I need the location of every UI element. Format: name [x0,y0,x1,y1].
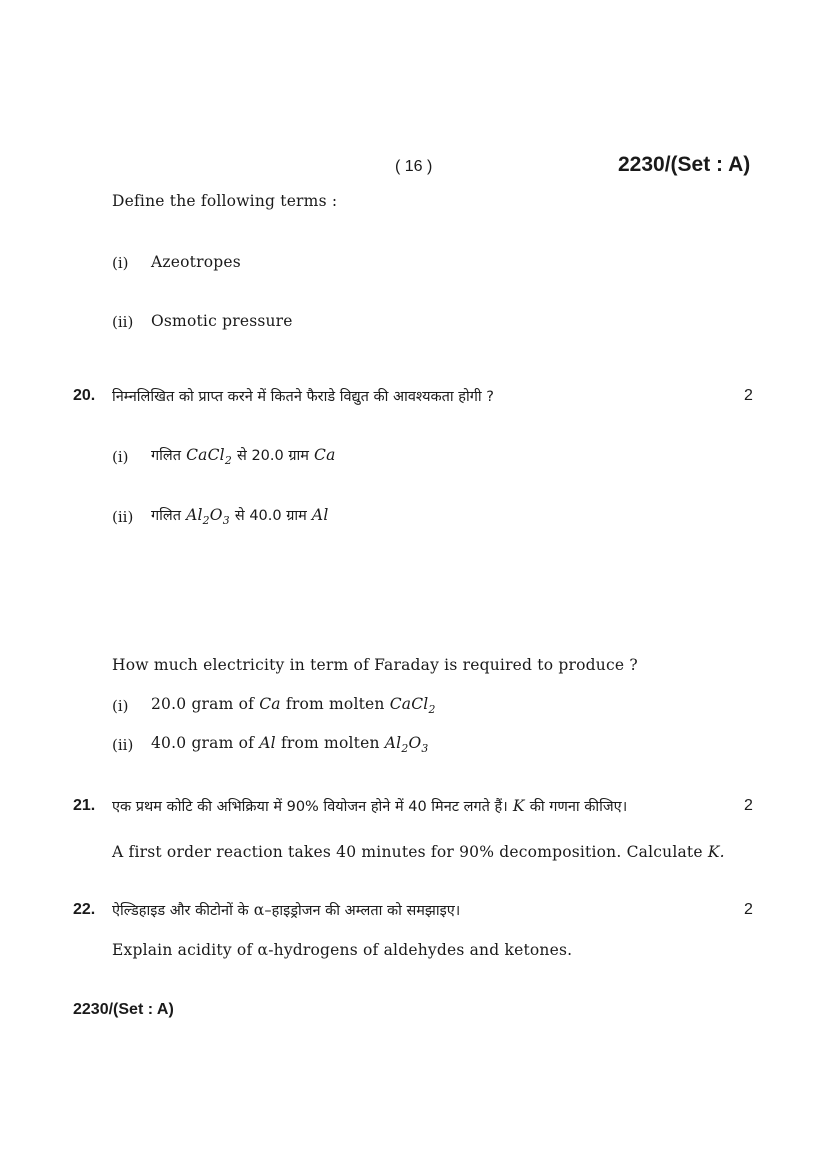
q20-english-prompt: How much electricity in term of Faraday is required to produce ? [112,656,638,674]
q21-number: 21. [73,797,96,814]
q22-hindi: ऐल्डिहाइड और कीटोनों के α–हाइड्रोजन की अम्लता को समझाइए। [112,901,461,919]
q20-hi1-prefix: गलित [151,448,182,464]
q19-item-1-label: (i) [112,254,129,272]
q20-number: 20. [73,387,96,404]
q20-en2-element: Al [259,734,276,752]
q21-english: A first order reaction takes 40 minutes for 90% decomposition. Calculate K. [112,843,725,861]
q22-number: 22. [73,901,96,918]
q20-hi2-mid: से 40.0 ग्राम [234,508,307,524]
q21-hindi-var: K [512,797,525,815]
q20-en1-compound: CaCl$_2$ [389,695,436,716]
q20-en2-compound: $Al_2O_3$ [384,734,429,755]
q20-hi1-compound: CaCl$_2$ [186,446,232,467]
q20-hi2-compound: $Al_2O_3$ [186,506,230,527]
q20-hindi-prompt: निम्नलिखित को प्राप्त करने में कितने फैराडे विद्युत की आवश्यकता होगी ? [112,389,494,405]
q19-item-2-text: Osmotic pressure [151,312,293,330]
q20-hi1-mid: से 20.0 ग्राम [237,448,309,464]
q20-hi2-element: Al [311,506,329,524]
q20-hindi-item-2 [151,505,328,527]
q21-marks: 2 [744,797,753,814]
q20-en-item-1: 20.0 gram of Ca from molten CaCl$_2$ [151,695,436,716]
paper-code-header: 2230/(Set : A) [618,153,751,176]
q20-en-item-2-label: (ii) [112,736,134,754]
paper-code-footer: 2230/(Set : A) [73,1001,174,1018]
q22-marks: 2 [744,901,753,918]
q20-hindi-item-1 [151,445,336,467]
q19-english-prompt: Define the following terms : [112,192,338,210]
q20-hindi-item-1-label: (i) [112,448,129,466]
page-number: ( 16 ) [395,158,433,175]
q22-alpha-symbol: α [253,901,265,919]
q20-hindi-item-2-label: (ii) [112,508,134,526]
q20-hi2-prefix: गलित [151,508,182,524]
q19-item-1-text: Azeotropes [151,253,241,271]
q20-en-item-2: 40.0 gram of Al from molten $Al_2O_3$ [151,734,429,755]
q19-item-2-label: (ii) [112,313,134,331]
q20-en1-element: Ca [259,695,281,713]
q21-hindi: एक प्रथम कोटि की अभिक्रिया में 90% वियोजन होने में 40 मिनट लगते हैं। K की गणना कीजिए। [112,797,628,815]
q20-hi1-element: Ca [314,446,336,464]
q20-marks: 2 [744,387,753,404]
q20-en-item-1-label: (i) [112,697,129,715]
q22-english: Explain acidity of α-hydrogens of aldehydes and ketones. [112,941,573,959]
q22-english-alpha: α [257,941,269,959]
